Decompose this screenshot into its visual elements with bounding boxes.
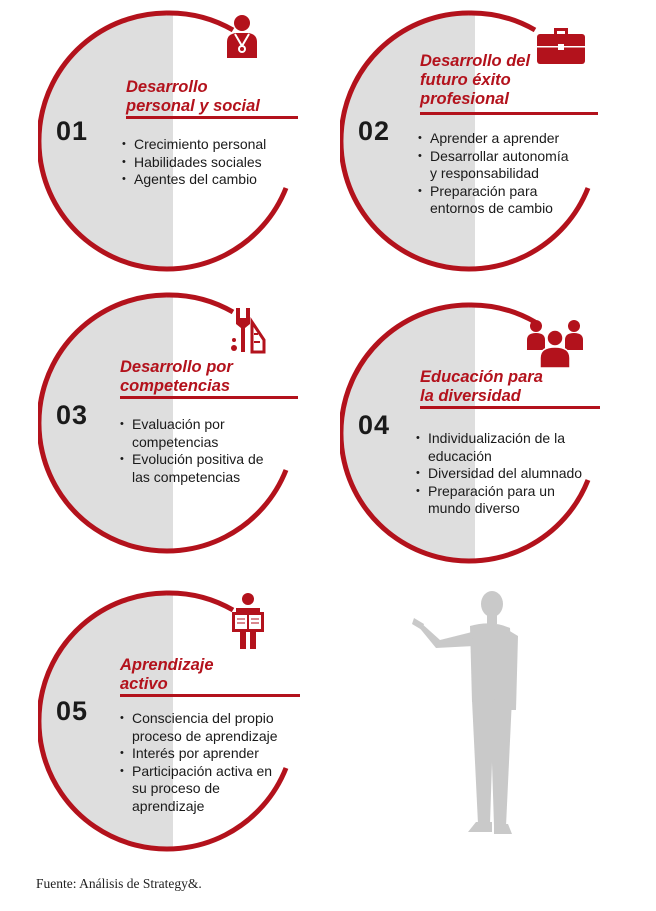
card-04 bbox=[340, 300, 650, 570]
card-02 bbox=[340, 8, 650, 278]
card-rule bbox=[126, 116, 298, 119]
card-title: Desarrollo del futuro éxito profesional bbox=[420, 52, 531, 108]
card-title: Desarrollo personal y social bbox=[126, 78, 260, 115]
card-03 bbox=[38, 290, 348, 560]
card-number: 01 bbox=[56, 116, 89, 146]
card-bullets bbox=[418, 130, 578, 218]
tools-icon bbox=[230, 306, 270, 358]
card-rule bbox=[420, 406, 600, 409]
card-bullets bbox=[416, 430, 586, 518]
card-number: 02 bbox=[358, 116, 391, 146]
card-number: 03 bbox=[56, 400, 89, 430]
card-title: Educación para la diversidad bbox=[420, 368, 543, 405]
bullet-item: • Habilidades sociales bbox=[122, 154, 302, 172]
briefcase-icon bbox=[536, 24, 586, 66]
card-bullets bbox=[120, 710, 280, 815]
bullet-item: • Individualización de la educación bbox=[416, 430, 586, 465]
reading-person-icon bbox=[228, 592, 268, 650]
bullet-item: • Preparación para un mundo diverso bbox=[416, 483, 586, 518]
card-title: Desarrollo por competencias bbox=[120, 358, 233, 395]
card-05 bbox=[38, 588, 348, 858]
card-01 bbox=[38, 8, 348, 278]
bullet-item: • Evaluación por competencias bbox=[120, 416, 280, 451]
card-bullets bbox=[122, 136, 302, 189]
card-number: 05 bbox=[56, 696, 89, 726]
card-number: 04 bbox=[358, 410, 391, 440]
card-rule bbox=[120, 396, 298, 399]
medal-person-icon bbox=[224, 14, 260, 60]
source-caption: Fuente: Análisis de Strategy&. bbox=[36, 876, 202, 891]
bullet-item: • Desarrollar autonomía y responsabilidad bbox=[418, 148, 578, 183]
bullet-item: • Aprender a aprender bbox=[418, 130, 578, 148]
card-rule bbox=[120, 694, 300, 697]
bullet-item: • Agentes del cambio bbox=[122, 171, 302, 189]
bullet-item: • Diversidad del alumnado bbox=[416, 465, 586, 483]
card-bullets bbox=[120, 416, 280, 486]
bullet-item: • Participación activa en su proceso de aprendizaje bbox=[120, 763, 280, 816]
bullet-item: • Evolución positiva de las competencias bbox=[120, 451, 280, 486]
bullet-item: • Consciencia del propio proceso de aprendizaje bbox=[120, 710, 280, 745]
bullet-item: • Preparación para entornos de cambio bbox=[418, 183, 578, 218]
presenter-silhouette bbox=[410, 590, 540, 840]
card-title: Aprendizaje activo bbox=[120, 656, 214, 693]
bullet-item: • Crecimiento personal bbox=[122, 136, 302, 154]
bullet-item: • Interés por aprender bbox=[120, 745, 280, 763]
group-people-icon bbox=[526, 316, 584, 368]
card-rule bbox=[420, 112, 598, 115]
